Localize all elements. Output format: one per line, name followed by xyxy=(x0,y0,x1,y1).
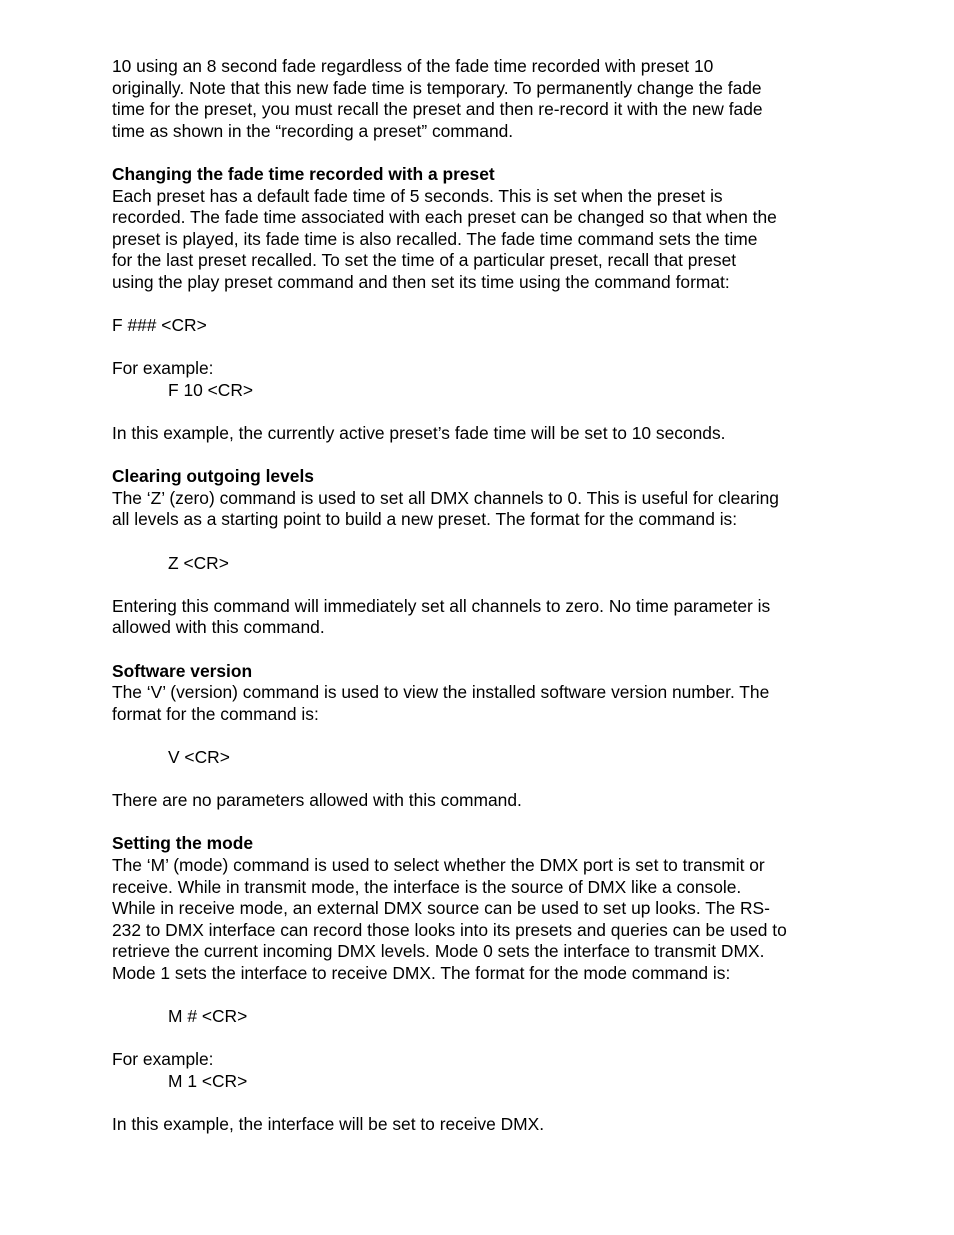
mode-command-format: M # <CR> xyxy=(168,1006,248,1027)
document-page xyxy=(112,56,847,1136)
spacer xyxy=(112,402,847,424)
fade-example-command: F 10 <CR> xyxy=(168,379,254,400)
mode-example-note: In this example, the interface will be set to receive DMX. xyxy=(112,1114,545,1135)
mode-example-label: For example: xyxy=(112,1049,214,1070)
mode-example-command: M 1 <CR> xyxy=(168,1070,248,1091)
spacer xyxy=(112,769,847,791)
spacer xyxy=(112,812,847,834)
fade-example-note: In this example, the currently active preset’s fade time will be set to 10 seconds. xyxy=(112,423,726,444)
spacer xyxy=(112,531,847,553)
software-version-heading: Software version xyxy=(112,660,253,681)
spacer xyxy=(112,294,847,316)
spacer xyxy=(112,445,847,467)
spacer xyxy=(112,1028,847,1050)
spacer xyxy=(112,639,847,661)
version-command-format: V <CR> xyxy=(168,747,230,767)
software-version-note: There are no parameters allowed with this command. xyxy=(112,790,522,811)
spacer xyxy=(112,574,847,596)
spacer xyxy=(112,337,847,359)
spacer xyxy=(112,1093,847,1115)
intro-paragraph: 10 using an 8 second fade regardless of the fade time recorded with preset 10 originally. Note that this new fade time is temporary. To permanently change the fade time for the preset, you must recall the preset and then re-record it with the new fade time as shown in the “recording a preset” command. xyxy=(112,56,763,141)
setting-mode-section xyxy=(112,833,847,1135)
clearing-levels-note: Entering this command will immediately set all channels to zero. No time parameter is allowed with this command. xyxy=(112,595,771,638)
software-version-section xyxy=(112,661,847,812)
clearing-levels-section xyxy=(112,466,847,639)
spacer xyxy=(112,985,847,1007)
setting-mode-heading: Setting the mode xyxy=(112,833,254,854)
zero-command-format: Z <CR> xyxy=(168,552,229,573)
fade-example-label: For example: xyxy=(112,358,214,379)
fade-time-body: Each preset has a default fade time of 5 seconds. This is set when the preset is recorded. The fade time associated with each preset can be changed so that when the preset is played, its fade time is also recalled. The fade time command sets the time for the last preset recalled. To set the time of a particular preset, recall that preset using the play preset command and then set its time using the command format: xyxy=(112,185,777,292)
fade-command-format: F ### <CR> xyxy=(112,315,207,336)
clearing-levels-body: The ‘Z’ (zero) command is used to set all DMX channels to 0. This is useful for clearing all levels as a starting point to build a new preset. The format for the command is: xyxy=(112,487,779,530)
software-version-body: The ‘V’ (version) command is used to view the installed software version number. The format for the command is: xyxy=(112,682,770,724)
spacer xyxy=(112,725,847,747)
fade-time-section xyxy=(112,164,847,445)
fade-time-heading: Changing the fade time recorded with a preset xyxy=(112,163,495,184)
clearing-levels-heading: Clearing outgoing levels xyxy=(112,466,314,487)
spacer xyxy=(112,142,847,164)
setting-mode-body: The ‘M’ (mode) command is used to select whether the DMX port is set to transmit or receive. While in transmit mode, the interface is the source of DMX like a console. While in receive mode, an external DMX source can be used to set up looks. The RS- 232 to DMX interface can record those looks into its presets and queries can be used to retrieve the current incoming DMX levels. Mode 0 sets the interface to transmit DMX. Mode 1 sets the interface to receive DMX. The format for the mode command is: xyxy=(112,854,787,983)
